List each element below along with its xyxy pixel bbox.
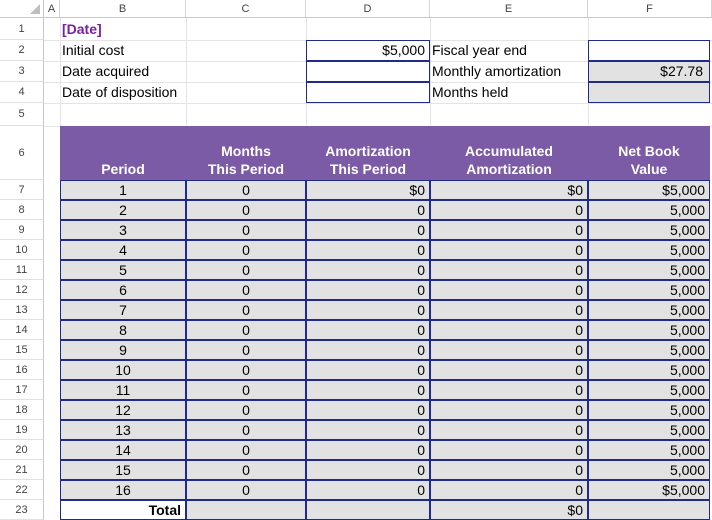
net-book-cell[interactable]: 5,000: [588, 240, 710, 260]
accumulated-cell[interactable]: 0: [430, 240, 588, 260]
accumulated-cell[interactable]: 0: [430, 420, 588, 440]
row-header[interactable]: 9: [0, 220, 44, 240]
accumulated-cell[interactable]: 0: [430, 220, 588, 240]
total-net-book[interactable]: [588, 500, 710, 520]
row-header[interactable]: 19: [0, 420, 44, 440]
total-accumulated[interactable]: $0: [430, 500, 588, 520]
accumulated-cell[interactable]: 0: [430, 200, 588, 220]
gridline: [430, 18, 431, 126]
period-cell[interactable]: 9: [60, 340, 186, 360]
amortization-cell[interactable]: 0: [306, 320, 430, 340]
amortization-cell[interactable]: 0: [306, 440, 430, 460]
row-header[interactable]: 13: [0, 300, 44, 320]
months-held-label: Months held: [432, 84, 509, 100]
period-cell[interactable]: 6: [60, 280, 186, 300]
accumulated-cell[interactable]: 0: [430, 260, 588, 280]
column-header-f[interactable]: F: [588, 0, 712, 18]
accumulated-cell[interactable]: 0: [430, 400, 588, 420]
net-book-header-line2[interactable]: Value: [630, 161, 668, 177]
accumulated-cell[interactable]: 0: [430, 360, 588, 380]
net-book-cell[interactable]: 5,000: [588, 280, 710, 300]
period-cell[interactable]: 5: [60, 260, 186, 280]
net-book-cell[interactable]: 5,000: [588, 220, 710, 240]
period-cell[interactable]: 3: [60, 220, 186, 240]
months-header-line2[interactable]: This Period: [207, 161, 285, 177]
months-cell[interactable]: 0: [186, 480, 306, 500]
row-header[interactable]: 11: [0, 260, 44, 280]
row-header[interactable]: 16: [0, 360, 44, 380]
row-header[interactable]: 4: [0, 82, 44, 103]
column-header-b[interactable]: B: [60, 0, 186, 18]
row-header[interactable]: 10: [0, 240, 44, 260]
period-cell[interactable]: 14: [60, 440, 186, 460]
row-header[interactable]: 23: [0, 500, 44, 520]
months-cell[interactable]: 0: [186, 400, 306, 420]
accumulated-cell[interactable]: 0: [430, 440, 588, 460]
months-cell[interactable]: 0: [186, 460, 306, 480]
amortization-cell[interactable]: 0: [306, 260, 430, 280]
accumulated-cell[interactable]: 0: [430, 460, 588, 480]
accumulated-cell[interactable]: 0: [430, 320, 588, 340]
select-all-corner[interactable]: [0, 0, 44, 18]
row-header[interactable]: 18: [0, 400, 44, 420]
initial-cost-label: Initial cost: [62, 42, 125, 58]
row-header[interactable]: 8: [0, 200, 44, 220]
months-cell[interactable]: 0: [186, 220, 306, 240]
months-cell[interactable]: 0: [186, 300, 306, 320]
net-book-cell[interactable]: 5,000: [588, 420, 710, 440]
months-cell[interactable]: 0: [186, 380, 306, 400]
date-acquired-input[interactable]: [306, 61, 430, 82]
monthly-amortization-label: Monthly amortization: [432, 63, 562, 79]
net-book-cell[interactable]: 5,000: [588, 320, 710, 340]
net-book-cell[interactable]: 5,000: [588, 360, 710, 380]
net-book-cell[interactable]: 5,000: [588, 340, 710, 360]
amortization-cell[interactable]: 0: [306, 480, 430, 500]
period-cell[interactable]: 11: [60, 380, 186, 400]
months-cell[interactable]: 0: [186, 360, 306, 380]
net-book-cell[interactable]: 5,000: [588, 300, 710, 320]
net-book-cell[interactable]: 5,000: [588, 260, 710, 280]
net-book-cell[interactable]: 5,000: [588, 400, 710, 420]
row-header[interactable]: 2: [0, 40, 44, 61]
amortization-cell[interactable]: 0: [306, 200, 430, 220]
row-header[interactable]: 6: [0, 126, 44, 180]
amortization-cell[interactable]: 0: [306, 360, 430, 380]
net-book-cell[interactable]: 5,000: [588, 200, 710, 220]
row-header[interactable]: 20: [0, 440, 44, 460]
accumulated-cell[interactable]: 0: [430, 300, 588, 320]
months-cell[interactable]: 0: [186, 420, 306, 440]
row-header[interactable]: 21: [0, 460, 44, 480]
fiscal-year-end-label: Fiscal year end: [432, 42, 527, 58]
amortization-cell[interactable]: 0: [306, 300, 430, 320]
period-header[interactable]: Period: [101, 161, 145, 177]
row-header[interactable]: 5: [0, 103, 44, 126]
period-cell[interactable]: 12: [60, 400, 186, 420]
initial-cost-input[interactable]: $5,000: [306, 40, 430, 61]
amortization-header-line1[interactable]: Amortization: [325, 143, 411, 159]
period-cell[interactable]: 8: [60, 320, 186, 340]
period-cell[interactable]: 10: [60, 360, 186, 380]
amortization-cell[interactable]: 0: [306, 380, 430, 400]
months-cell[interactable]: 0: [186, 280, 306, 300]
net-book-cell[interactable]: 5,000: [588, 440, 710, 460]
column-header-e[interactable]: E: [430, 0, 588, 18]
accumulated-cell[interactable]: 0: [430, 340, 588, 360]
row-header[interactable]: 14: [0, 320, 44, 340]
accumulated-cell[interactable]: 0: [430, 280, 588, 300]
months-cell[interactable]: 0: [186, 180, 306, 200]
row-header[interactable]: 1: [0, 18, 44, 40]
period-cell[interactable]: 2: [60, 200, 186, 220]
row-header[interactable]: 22: [0, 480, 44, 500]
column-header-a[interactable]: A: [44, 0, 60, 18]
row-header[interactable]: 12: [0, 280, 44, 300]
total-label[interactable]: Total: [60, 500, 186, 520]
months-cell[interactable]: 0: [186, 320, 306, 340]
months-held-value[interactable]: [588, 82, 710, 103]
period-cell[interactable]: 7: [60, 300, 186, 320]
gridline: [186, 18, 187, 126]
accumulated-cell[interactable]: 0: [430, 480, 588, 500]
amortization-header-line2[interactable]: This Period: [329, 161, 407, 177]
gridline: [44, 103, 712, 104]
months-cell[interactable]: 0: [186, 340, 306, 360]
date-acquired-label: Date acquired: [62, 63, 150, 79]
amortization-cell[interactable]: 0: [306, 280, 430, 300]
accumulated-header-line2[interactable]: Amortization: [466, 161, 552, 177]
amortization-cell[interactable]: 0: [306, 340, 430, 360]
row-header[interactable]: 17: [0, 380, 44, 400]
row-header[interactable]: 3: [0, 61, 44, 82]
months-cell[interactable]: 0: [186, 200, 306, 220]
period-cell[interactable]: 13: [60, 420, 186, 440]
accumulated-cell[interactable]: $0: [430, 180, 588, 200]
net-book-cell[interactable]: 5,000: [588, 380, 710, 400]
total-amortization[interactable]: [306, 500, 430, 520]
monthly-amortization-value[interactable]: $27.78: [588, 61, 710, 82]
net-book-cell[interactable]: $5,000: [588, 180, 710, 200]
gridline: [60, 18, 61, 126]
total-months[interactable]: [186, 500, 306, 520]
months-cell[interactable]: 0: [186, 260, 306, 280]
column-header-c[interactable]: C: [186, 0, 306, 18]
amortization-cell[interactable]: 0: [306, 420, 430, 440]
date-disposition-input[interactable]: [306, 82, 430, 103]
column-header-d[interactable]: D: [306, 0, 430, 18]
period-cell[interactable]: 1: [60, 180, 186, 200]
amortization-cell[interactable]: 0: [306, 240, 430, 260]
period-cell[interactable]: 16: [60, 480, 186, 500]
amortization-cell[interactable]: 0: [306, 400, 430, 420]
months-cell[interactable]: 0: [186, 240, 306, 260]
date-title[interactable]: [Date]: [62, 21, 102, 37]
amortization-cell[interactable]: 0: [306, 460, 430, 480]
months-header-line1[interactable]: Months: [221, 143, 271, 159]
fiscal-year-end-input[interactable]: [588, 40, 710, 61]
row-header[interactable]: 7: [0, 180, 44, 200]
period-cell[interactable]: 15: [60, 460, 186, 480]
accumulated-cell[interactable]: 0: [430, 380, 588, 400]
amortization-cell[interactable]: $0: [306, 180, 430, 200]
months-cell[interactable]: 0: [186, 440, 306, 460]
row-header[interactable]: 15: [0, 340, 44, 360]
net-book-header-line1[interactable]: Net Book: [618, 143, 680, 159]
net-book-cell[interactable]: 5,000: [588, 460, 710, 480]
amortization-cell[interactable]: 0: [306, 220, 430, 240]
accumulated-header-line1[interactable]: Accumulated: [465, 143, 553, 159]
period-cell[interactable]: 4: [60, 240, 186, 260]
date-disposition-label: Date of disposition: [62, 84, 178, 100]
net-book-cell[interactable]: $5,000: [588, 480, 710, 500]
